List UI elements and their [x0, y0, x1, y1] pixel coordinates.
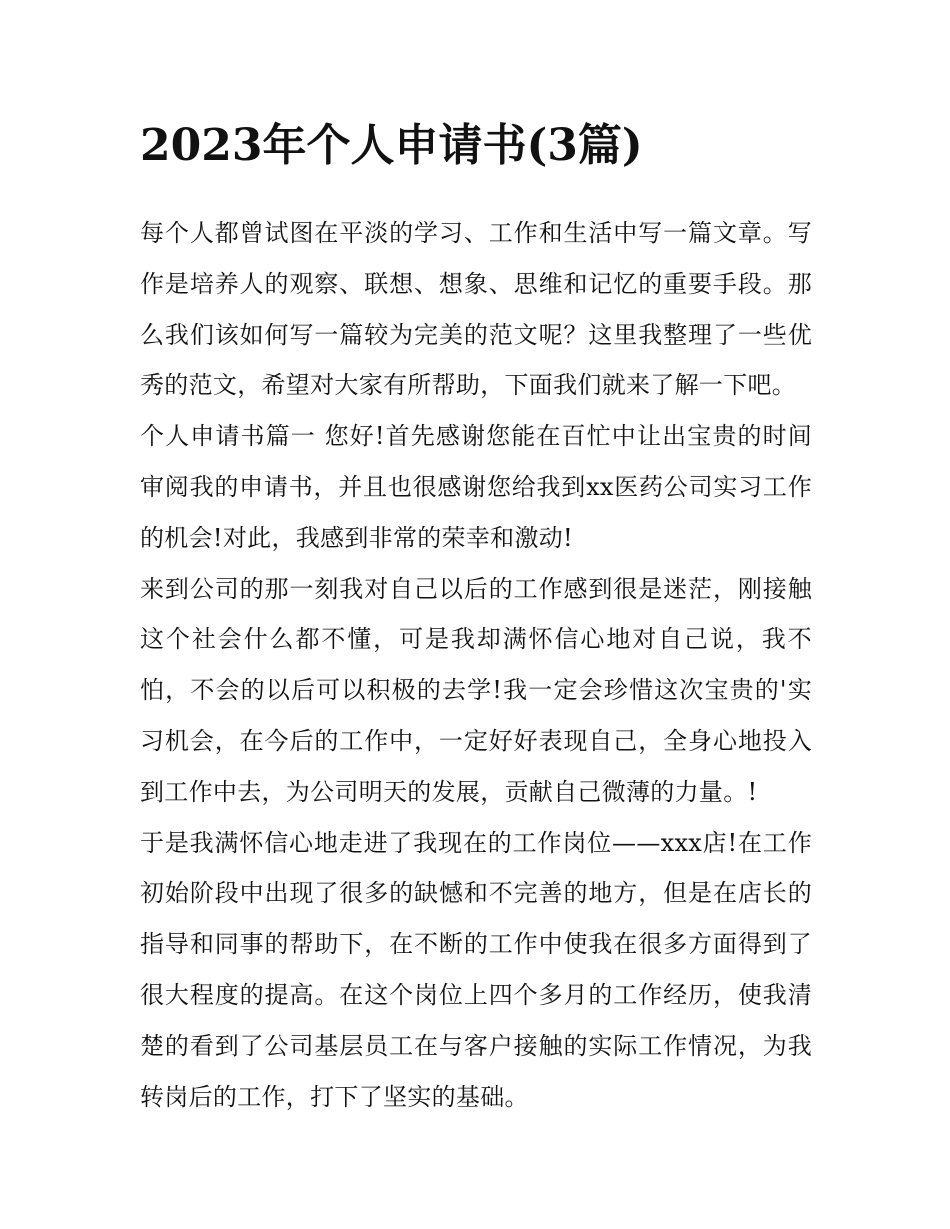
paragraph-arrival: 来到公司的那一刻我对自己以后的工作感到很是迷茫，刚接触这个社会什么都不懂，可是我却满怀信心地对自己说，我不怕，不会的以后可以积极的去学!我一定会珍惜这次宝贵的'实习机会，在今后的工作中，一定好好表现自己，全身心地投入到工作中去，为公司明天的发展，贡献自己微薄的力量。!: [140, 574, 812, 806]
paragraph-intro: 每个人都曾试图在平淡的学习、工作和生活中写一篇文章。写作是培养人的观察、联想、想象、思维和记忆的重要手段。那么我们该如何写一篇较为完美的范文呢？这里我整理了一些优秀的范文，希望对大家有所帮助，下面我们就来了解一下吧。: [140, 219, 812, 400]
document-body: [140, 208, 812, 1122]
paragraph-position: 于是我满怀信心地走进了我现在的工作岗位——xxx店!在工作初始阶段中出现了很多的缺憾和不完善的地方，但是在店长的指导和同事的帮助下，在不断的工作中使我在很多方面得到了很大程度的提高。在这个岗位上四个多月的工作经历，使我清楚的看到了公司基层员工在与客户接触的实际工作情况，为我转岗后的工作，打下了坚实的基础。: [140, 828, 812, 1111]
document-page: [140, 112, 812, 1122]
paragraph-greeting: 个人申请书篇一 您好!首先感谢您能在百忙中让出宝贵的时间审阅我的申请书，并且也很感谢您给我到xx医药公司实习工作的机会!对此，我感到非常的荣幸和激动!: [140, 422, 812, 552]
document-title: 2023年个人申请书(3篇): [140, 120, 643, 171]
